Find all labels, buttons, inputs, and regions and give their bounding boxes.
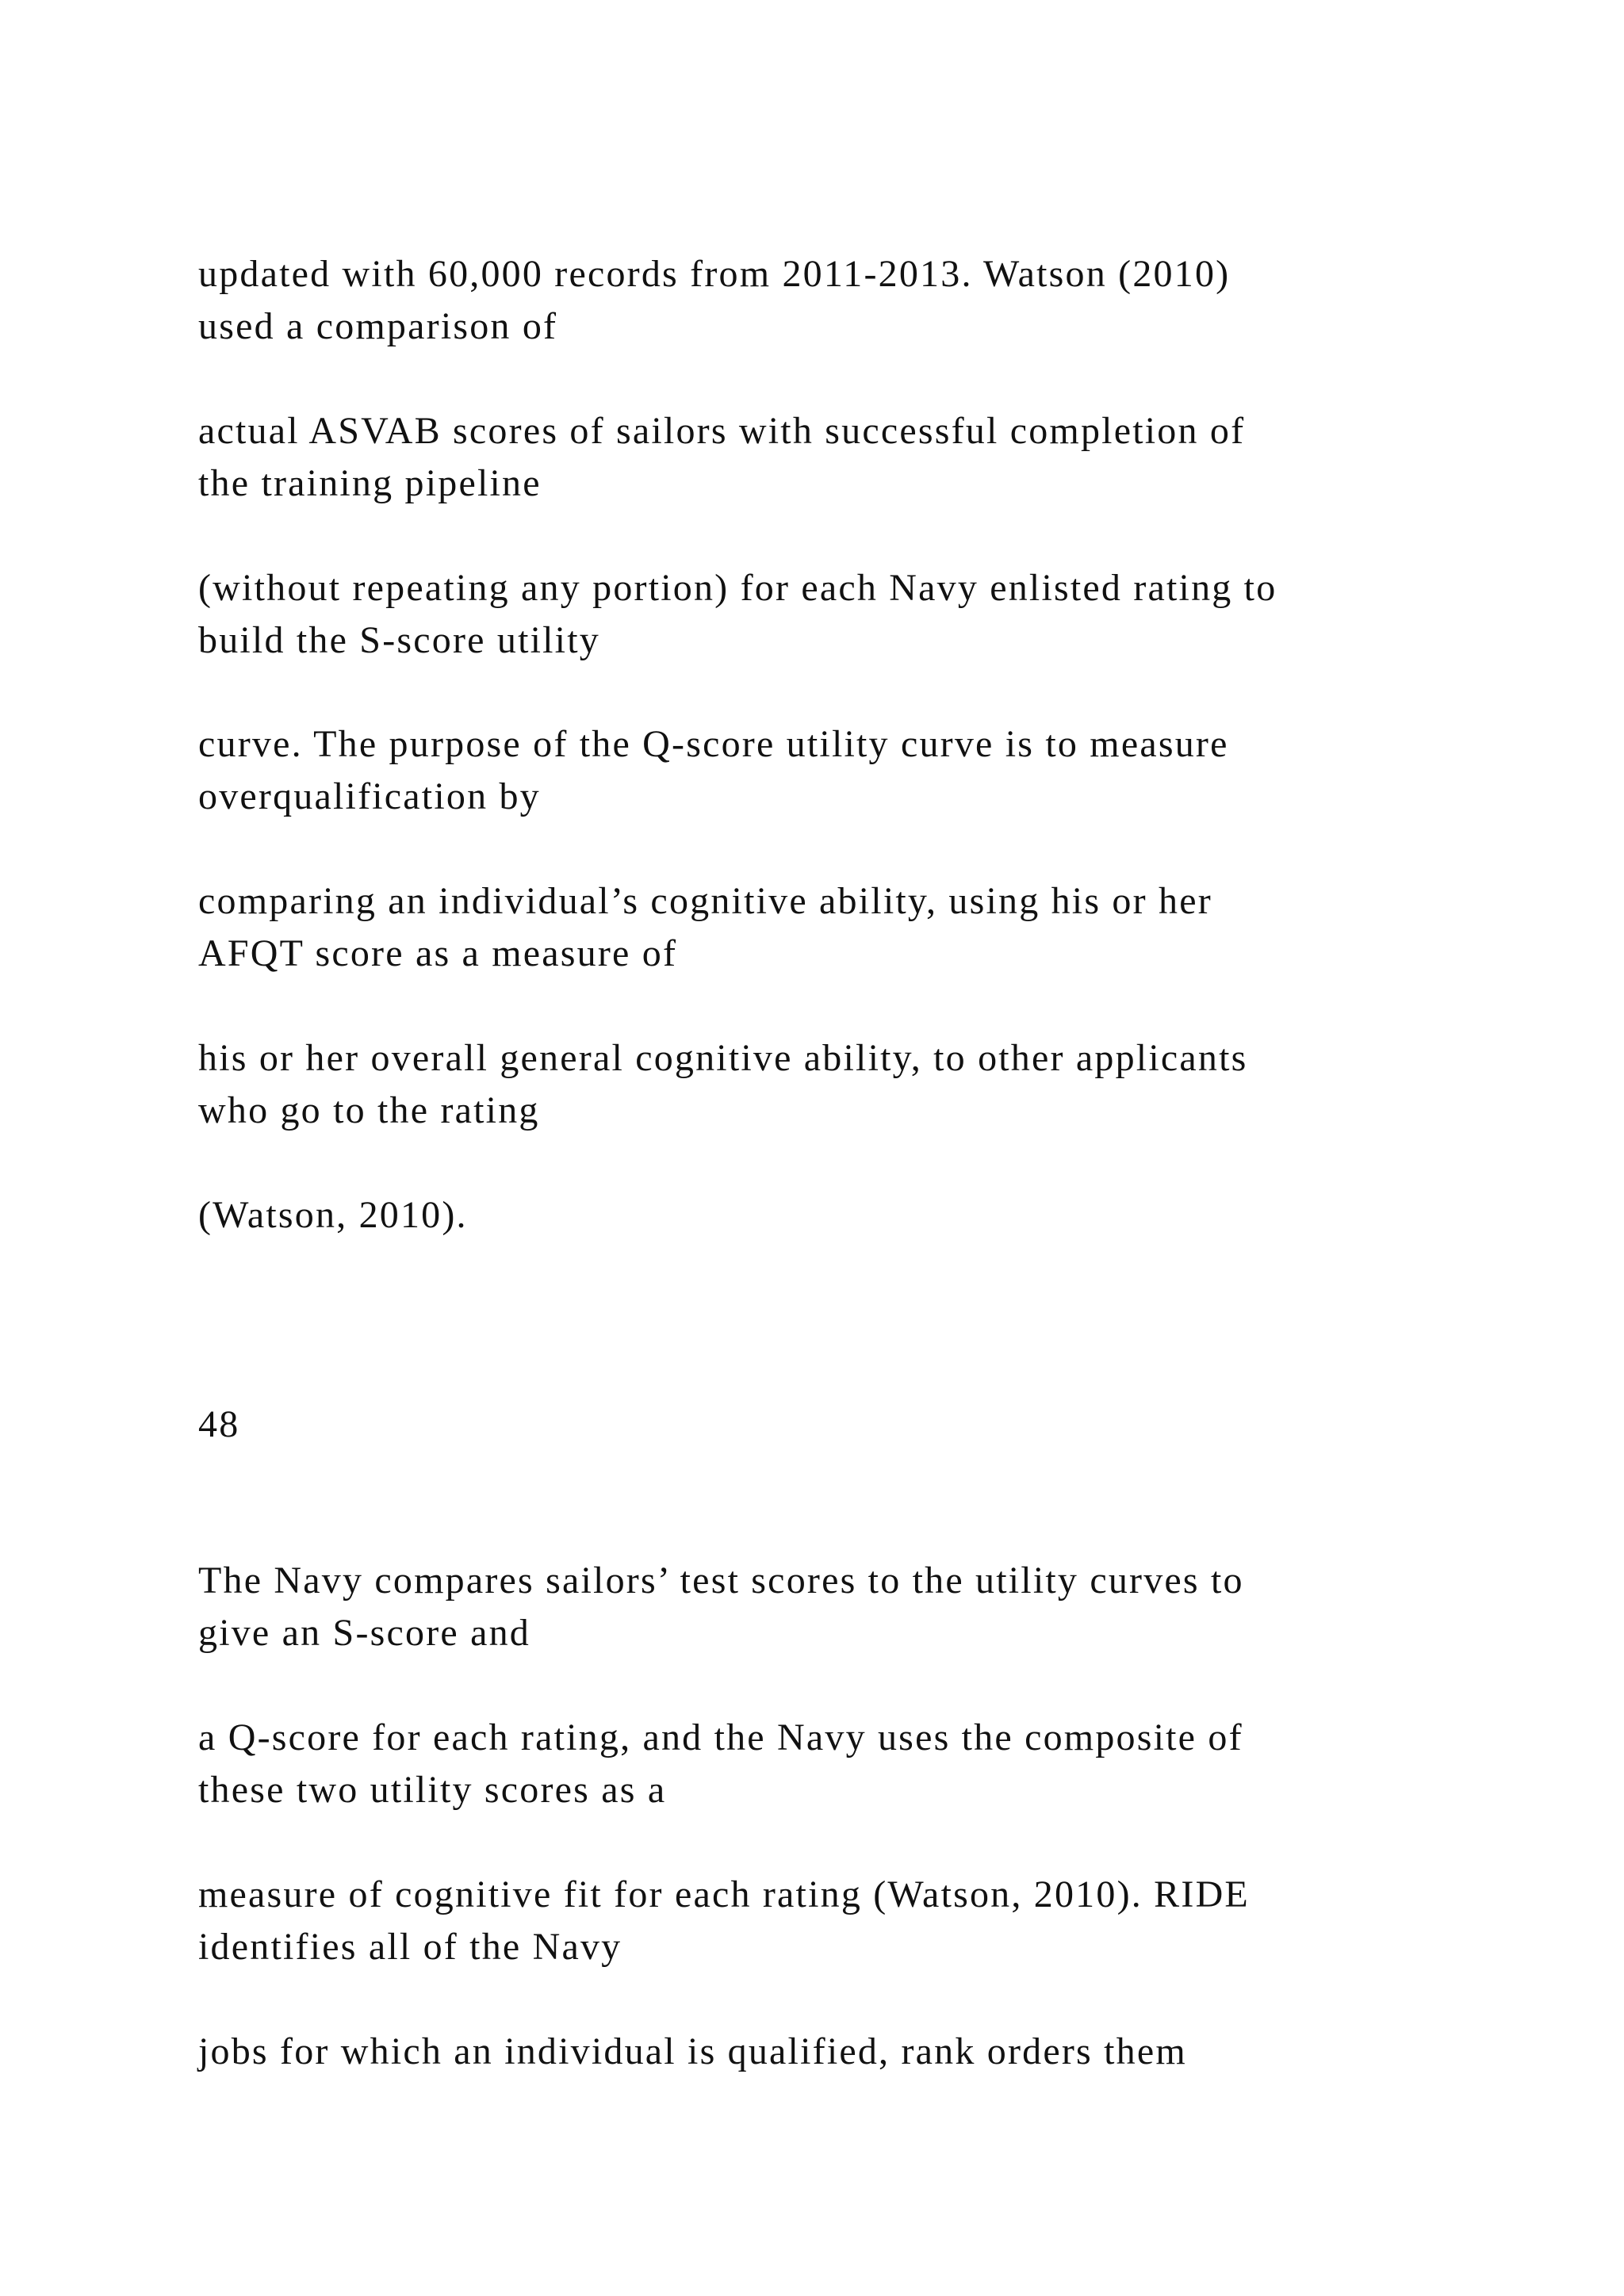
text-line: his or her overall general cognitive ability, to other applicants: [198, 1037, 1248, 1079]
text-line: a Q-score for each rating, and the Navy uses the composite of: [198, 1716, 1243, 1758]
paragraph: [198, 562, 1546, 667]
paragraph: [198, 1032, 1546, 1137]
paragraph: [198, 718, 1546, 823]
text-line: curve. The purpose of the Q-score utility curve is to measure: [198, 723, 1229, 765]
text-line: jobs for which an individual is qualified, rank orders them: [198, 2030, 1187, 2072]
text-line: AFQT score as a measure of: [198, 932, 678, 974]
text-line: identifies all of the Navy: [198, 1926, 622, 1968]
text-line: build the S-score utility: [198, 619, 600, 661]
paragraph: [198, 1189, 1546, 1242]
text-line: comparing an individual’s cognitive ability, using his or her: [198, 880, 1212, 922]
text-line: (Watson, 2010).: [198, 1194, 468, 1236]
paragraph: [198, 1869, 1546, 1973]
text-line: used a comparison of: [198, 305, 558, 347]
text-line: who go to the rating: [198, 1089, 540, 1131]
paragraph: [198, 875, 1546, 980]
paragraph: [198, 2026, 1546, 2078]
paragraph: [198, 1555, 1546, 1659]
paragraph: [198, 1712, 1546, 1816]
text-line: the training pipeline: [198, 462, 542, 504]
text-line: overqualification by: [198, 775, 541, 817]
text-line: actual ASVAB scores of sailors with successful completion of: [198, 410, 1246, 452]
text-line: these two utility scores as a: [198, 1769, 667, 1811]
paragraph: [198, 405, 1546, 510]
paragraph: [198, 248, 1546, 353]
page-number: 48: [198, 1403, 240, 1445]
text-line: updated with 60,000 records from 2011-2013. Watson (2010): [198, 253, 1231, 295]
text-line: measure of cognitive fit for each rating (Watson, 2010). RIDE: [198, 1873, 1250, 1915]
text-line: The Navy compares sailors’ test scores to the utility curves to: [198, 1559, 1244, 1601]
text-line: give an S-score and: [198, 1612, 531, 1654]
text-line: (without repeating any portion) for each Navy enlisted rating to: [198, 567, 1277, 609]
